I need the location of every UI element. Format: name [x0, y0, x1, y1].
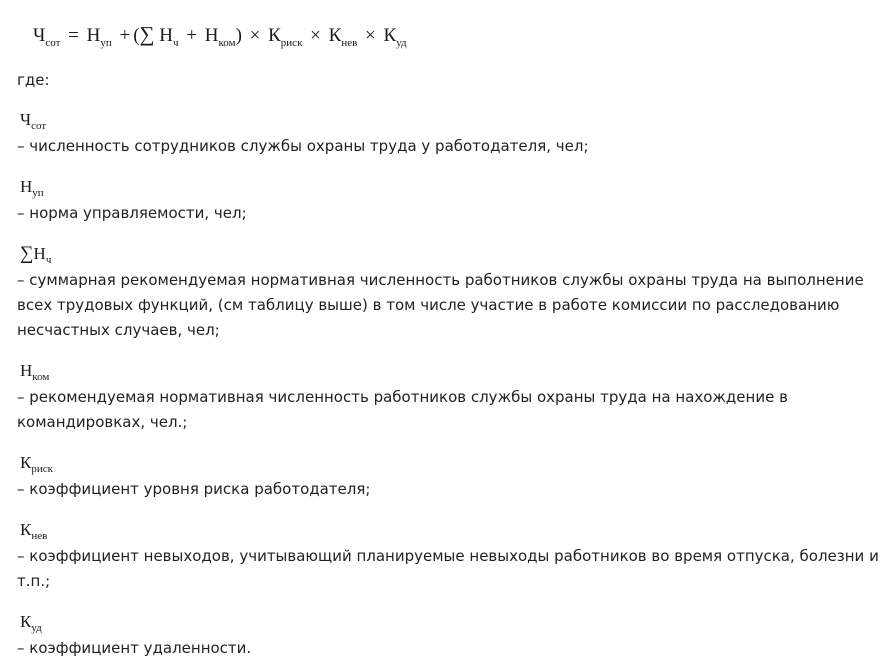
definition-symbol: $К_{уд}$	[20, 612, 42, 634]
formula-times: ×	[310, 25, 321, 46]
formula-term-krisk: $К_{риск}$	[268, 25, 303, 49]
definition-item	[17, 451, 889, 502]
definition-text: – коэффициент уровня риска работодателя;	[17, 480, 371, 498]
formula-term-nch: $Н_ч$	[159, 25, 179, 49]
formula-plus: +	[186, 25, 198, 46]
intro-text: где:	[17, 71, 50, 89]
definition-text: – суммарная рекомендуемая нормативная численность работников службы охраны труда на выполнение всех трудовых функций, (см таблицу выше) в том числе участие в работе комиссии по расследованию несчастных случаев, чел;	[17, 271, 864, 339]
definition-text: – коэффициент невыходов, учитывающий планируемые невыходы работников во время отпуска, болезни и т.п.;	[17, 547, 879, 590]
definition-symbol: $Ч_{сот}$	[20, 110, 47, 132]
definition-item	[17, 518, 889, 594]
definitions-list	[17, 108, 889, 661]
formula-term-nkom: $Н_{ком}$	[204, 25, 236, 49]
formula-close-paren: )	[235, 25, 242, 46]
formula-sum-sign: ∑	[139, 22, 155, 46]
formula-times: ×	[365, 25, 376, 46]
definition-item	[17, 610, 889, 661]
formula-open-paren: (	[133, 25, 140, 46]
definition-text: – коэффициент удаленности.	[17, 639, 252, 657]
formula-lhs: $Ч_{сот}$	[33, 25, 61, 49]
formula-equals: =	[68, 25, 79, 46]
formula-term-knev: $К_{нев}$	[328, 25, 358, 49]
definition-symbol: $Н_{уп}$	[20, 177, 44, 199]
definition-text: – рекомендуемая нормативная численность работников службы охраны труда на нахождение в командировках, чел.;	[17, 388, 788, 431]
formula-plus: +	[119, 25, 131, 46]
definition-item	[17, 108, 889, 159]
definition-symbol: $К_{нев}$	[20, 520, 48, 542]
definition-symbol: $\sum Н_ч$	[20, 243, 52, 266]
formula-term-kud: $К_{уд}$	[383, 25, 407, 49]
definition-item	[17, 242, 889, 343]
definition-item	[17, 175, 889, 226]
definition-text: – численность сотрудников службы охраны труда у работодателя, чел;	[17, 137, 589, 155]
definition-symbol: $Н_{ком}$	[20, 361, 50, 383]
formula-times: ×	[249, 25, 261, 46]
definition-symbol: $К_{риск}$	[20, 453, 53, 475]
definition-item	[17, 359, 889, 435]
formula	[33, 22, 407, 47]
formula-term-nup: $Н_{уп}$	[86, 25, 112, 49]
definition-text: – норма управляемости, чел;	[17, 204, 247, 222]
